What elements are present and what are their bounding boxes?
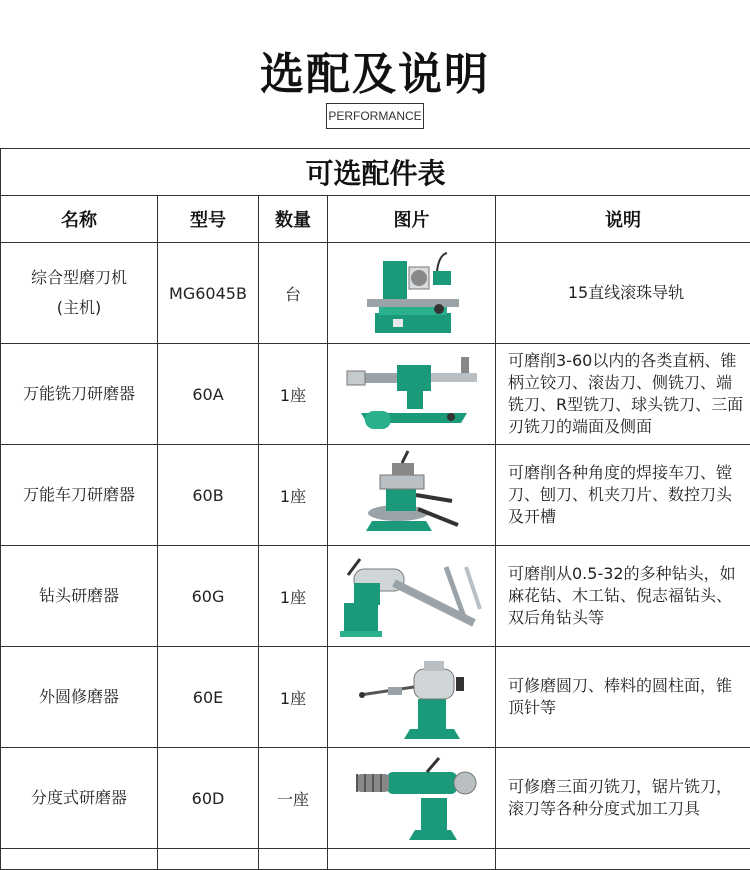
row-desc: 可磨削3-60以内的各类直柄、锥柄立铰刀、滚齿刀、侧铣刀、端铣刀、R型铣刀、球头铣刀、三面刃铣刀的端面及侧面 xyxy=(496,344,750,445)
row-desc: 15直线滚珠导轨 xyxy=(496,243,750,344)
drill-attachment-image xyxy=(334,553,489,639)
indexing-attachment-image xyxy=(347,752,477,844)
row-image xyxy=(328,445,496,546)
row-image xyxy=(328,243,496,344)
milling-attachment-image xyxy=(337,351,487,437)
row-model: 60G xyxy=(158,546,259,647)
row-qty: 1座 xyxy=(259,546,328,647)
table-row xyxy=(1,445,750,546)
row-qty: 一座 xyxy=(259,748,328,849)
table-row xyxy=(1,647,750,748)
row-desc: 可修磨三面刃铣刀，锯片铣刀，滚刀等各种分度式加工刀具 xyxy=(496,748,750,849)
row-model: 60A xyxy=(158,344,259,445)
row-name: 钻头研磨器 xyxy=(1,546,158,647)
row-desc: 可磨削各种角度的焊接车刀、镗刀、刨刀、机夹刀片、数控刀头及开槽 xyxy=(496,445,750,546)
row-desc: 可修磨圆刀、棒料的圆柱面，锥顶针等 xyxy=(496,647,750,748)
column-header-model: 型号 xyxy=(158,196,259,243)
row-model: 60B xyxy=(158,445,259,546)
table-row xyxy=(1,546,750,647)
row-qty: 1座 xyxy=(259,647,328,748)
row-model: 60D xyxy=(158,748,259,849)
row-image xyxy=(328,748,496,849)
table-caption: 可选配件表 xyxy=(1,149,750,196)
row-image xyxy=(328,546,496,647)
table-header-row xyxy=(1,196,750,243)
row-model: 60E xyxy=(158,647,259,748)
row-qty: 1座 xyxy=(259,344,328,445)
column-header-desc: 说明 xyxy=(496,196,750,243)
cylindrical-attachment-image xyxy=(352,651,472,743)
row-name: 外圆修磨器 xyxy=(1,647,158,748)
grinder-machine-image xyxy=(357,247,467,339)
row-image xyxy=(328,344,496,445)
row-desc: 可磨削从0.5-32的多种钻头，如麻花钻、木工钻、倪志福钻头、双后角钻头等 xyxy=(496,546,750,647)
accessories-table xyxy=(0,148,750,870)
column-header-image: 图片 xyxy=(328,196,496,243)
row-name: 分度式研磨器 xyxy=(1,748,158,849)
row-qty: 1座 xyxy=(259,445,328,546)
row-name: 万能车刀研磨器 xyxy=(1,445,158,546)
row-name: 综合型磨刀机 (主机) xyxy=(1,243,158,344)
table-row xyxy=(1,344,750,445)
column-header-qty: 数量 xyxy=(259,196,328,243)
row-image xyxy=(328,647,496,748)
row-model: MG6045B xyxy=(158,243,259,344)
table-row xyxy=(1,748,750,849)
lathe-attachment-image xyxy=(352,449,472,541)
performance-badge: PERFORMANCE xyxy=(326,103,424,129)
column-header-name: 名称 xyxy=(1,196,158,243)
table-row xyxy=(1,243,750,344)
table-row-partial xyxy=(1,849,750,870)
row-name: 万能铣刀研磨器 xyxy=(1,344,158,445)
row-qty: 台 xyxy=(259,243,328,344)
page-title: 选配及说明 xyxy=(0,38,750,102)
